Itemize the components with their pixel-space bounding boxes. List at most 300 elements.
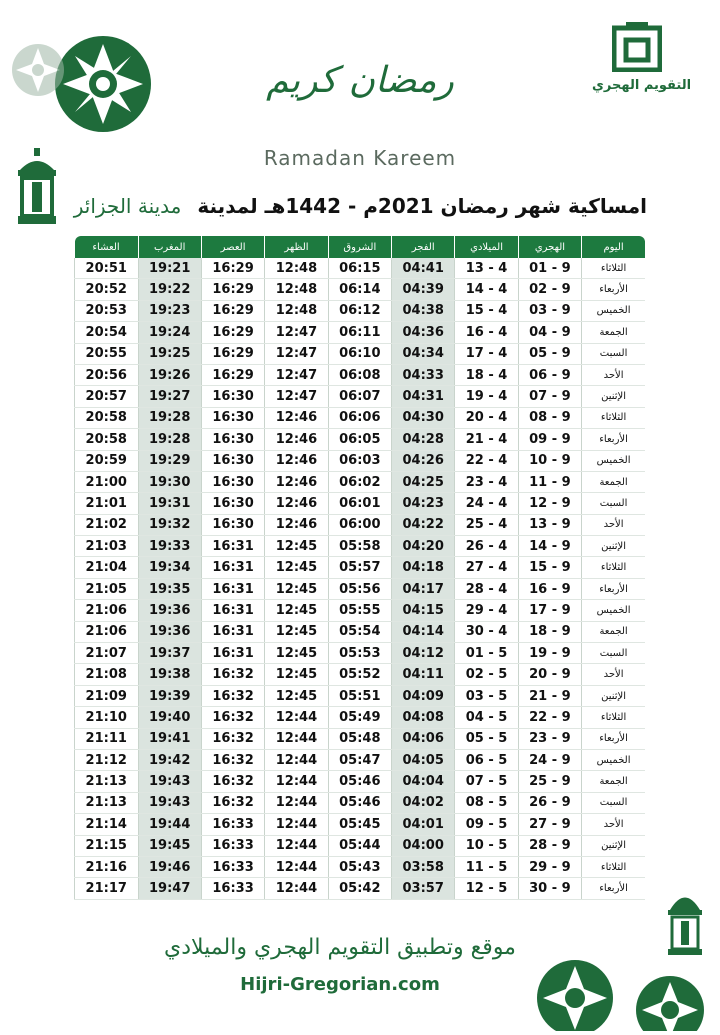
cell-fajr: 04:22 — [392, 514, 455, 535]
cell-day: الأحد — [582, 664, 645, 685]
cell-sunrise: 05:44 — [328, 835, 391, 856]
cell-isha: 21:15 — [75, 835, 139, 856]
cell-gregorian: 07 - 5 — [455, 771, 518, 792]
cell-fajr: 04:20 — [392, 536, 455, 557]
cell-fajr: 03:57 — [392, 878, 455, 899]
cell-gregorian: 22 - 4 — [455, 450, 518, 471]
cell-gregorian: 21 - 4 — [455, 429, 518, 450]
cell-maghrib: 19:23 — [138, 300, 201, 321]
cell-hijri: 04 - 9 — [518, 322, 581, 343]
table-row — [75, 471, 646, 492]
cell-isha: 21:07 — [75, 643, 139, 664]
table-row — [75, 322, 646, 343]
cell-day: الجمعة — [582, 771, 645, 792]
cell-maghrib: 19:47 — [138, 878, 201, 899]
cell-isha: 21:03 — [75, 536, 139, 557]
cell-isha: 20:58 — [75, 429, 139, 450]
cell-fajr: 04:17 — [392, 578, 455, 599]
cell-day: الإثنين — [582, 835, 645, 856]
footer-text: موقع وتطبيق التقويم الهجري والميلادي — [164, 935, 516, 960]
cell-asr: 16:32 — [201, 664, 264, 685]
cell-dhuhr: 12:47 — [265, 364, 328, 385]
website-link[interactable]: Hijri-Gregorian.com — [240, 974, 440, 995]
lantern-icon — [14, 148, 60, 232]
cell-hijri: 05 - 9 — [518, 343, 581, 364]
cell-hijri: 18 - 9 — [518, 621, 581, 642]
cell-gregorian: 15 - 4 — [455, 300, 518, 321]
column-header-maghrib: المغرب — [138, 236, 201, 258]
cell-maghrib: 19:30 — [138, 471, 201, 492]
cell-isha: 20:53 — [75, 300, 139, 321]
cell-dhuhr: 12:44 — [265, 835, 328, 856]
cell-day: الجمعة — [582, 471, 645, 492]
cell-day: الإثنين — [582, 386, 645, 407]
brand-logo — [592, 22, 692, 93]
cell-dhuhr: 12:45 — [265, 600, 328, 621]
cell-day: الثلاثاء — [582, 856, 645, 877]
cell-hijri: 11 - 9 — [518, 471, 581, 492]
table-row — [75, 514, 646, 535]
cell-dhuhr: 12:44 — [265, 728, 328, 749]
cell-asr: 16:31 — [201, 621, 264, 642]
cell-hijri: 13 - 9 — [518, 514, 581, 535]
cell-asr: 16:30 — [201, 471, 264, 492]
cell-isha: 21:05 — [75, 578, 139, 599]
cell-asr: 16:31 — [201, 557, 264, 578]
cell-gregorian: 06 - 5 — [455, 749, 518, 770]
cell-isha: 21:14 — [75, 814, 139, 835]
cell-sunrise: 05:52 — [328, 664, 391, 685]
cell-sunrise: 05:46 — [328, 792, 391, 813]
table-row — [75, 557, 646, 578]
cell-day: الجمعة — [582, 322, 645, 343]
cell-day: الأربعاء — [582, 878, 645, 899]
cell-maghrib: 19:21 — [138, 258, 201, 279]
cell-isha: 20:57 — [75, 386, 139, 407]
cell-asr: 16:29 — [201, 343, 264, 364]
table-row — [75, 835, 646, 856]
cell-dhuhr: 12:46 — [265, 429, 328, 450]
cell-hijri: 08 - 9 — [518, 407, 581, 428]
cell-dhuhr: 12:47 — [265, 386, 328, 407]
cell-dhuhr: 12:45 — [265, 536, 328, 557]
cell-dhuhr: 12:44 — [265, 707, 328, 728]
table-row — [75, 728, 646, 749]
cell-hijri: 29 - 9 — [518, 856, 581, 877]
cell-fajr: 04:39 — [392, 279, 455, 300]
cell-asr: 16:32 — [201, 728, 264, 749]
cell-sunrise: 05:58 — [328, 536, 391, 557]
cell-fajr: 03:58 — [392, 856, 455, 877]
cell-isha: 21:04 — [75, 557, 139, 578]
cell-isha: 21:12 — [75, 749, 139, 770]
ramadan-kareem-subtitle: Ramadan Kareem — [263, 146, 457, 170]
table-row — [75, 429, 646, 450]
cell-maghrib: 19:25 — [138, 343, 201, 364]
cell-day: الخميس — [582, 300, 645, 321]
cell-fajr: 04:09 — [392, 685, 455, 706]
cell-dhuhr: 12:46 — [265, 450, 328, 471]
cell-isha: 21:13 — [75, 771, 139, 792]
cell-maghrib: 19:39 — [138, 685, 201, 706]
cell-isha: 20:58 — [75, 407, 139, 428]
cell-hijri: 09 - 9 — [518, 429, 581, 450]
cell-isha: 20:52 — [75, 279, 139, 300]
cell-sunrise: 06:14 — [328, 279, 391, 300]
cell-gregorian: 11 - 5 — [455, 856, 518, 877]
table-row — [75, 643, 646, 664]
cell-fajr: 04:33 — [392, 364, 455, 385]
cell-maghrib: 19:26 — [138, 364, 201, 385]
table-header — [75, 236, 646, 258]
cell-dhuhr: 12:48 — [265, 300, 328, 321]
cell-fajr: 04:23 — [392, 493, 455, 514]
cell-day: الإثنين — [582, 685, 645, 706]
cell-day: السبت — [582, 343, 645, 364]
cell-sunrise: 06:00 — [328, 514, 391, 535]
cell-maghrib: 19:28 — [138, 429, 201, 450]
cell-day: الأربعاء — [582, 728, 645, 749]
cell-sunrise: 05:48 — [328, 728, 391, 749]
cell-sunrise: 06:01 — [328, 493, 391, 514]
cell-dhuhr: 12:44 — [265, 856, 328, 877]
cell-fajr: 04:12 — [392, 643, 455, 664]
cell-asr: 16:32 — [201, 685, 264, 706]
cell-isha: 21:13 — [75, 792, 139, 813]
cell-fajr: 04:04 — [392, 771, 455, 792]
cell-dhuhr: 12:45 — [265, 557, 328, 578]
cell-sunrise: 05:56 — [328, 578, 391, 599]
cell-hijri: 07 - 9 — [518, 386, 581, 407]
cell-fajr: 04:01 — [392, 814, 455, 835]
table-row — [75, 792, 646, 813]
cell-gregorian: 03 - 5 — [455, 685, 518, 706]
cell-asr: 16:30 — [201, 514, 264, 535]
cell-asr: 16:29 — [201, 322, 264, 343]
cell-asr: 16:30 — [201, 386, 264, 407]
heading-main: امساكية شهر رمضان 2021م - 1442هـ لمدينة — [197, 194, 647, 218]
table-row — [75, 856, 646, 877]
cell-gregorian: 19 - 4 — [455, 386, 518, 407]
cell-hijri: 22 - 9 — [518, 707, 581, 728]
cell-dhuhr: 12:45 — [265, 664, 328, 685]
cell-fajr: 04:41 — [392, 258, 455, 279]
cell-gregorian: 12 - 5 — [455, 878, 518, 899]
cell-dhuhr: 12:48 — [265, 279, 328, 300]
cell-gregorian: 29 - 4 — [455, 600, 518, 621]
cell-gregorian: 26 - 4 — [455, 536, 518, 557]
cell-dhuhr: 12:45 — [265, 643, 328, 664]
cell-hijri: 25 - 9 — [518, 771, 581, 792]
cell-isha: 20:54 — [75, 322, 139, 343]
cell-gregorian: 23 - 4 — [455, 471, 518, 492]
table-row — [75, 279, 646, 300]
cell-asr: 16:30 — [201, 429, 264, 450]
cell-sunrise: 06:15 — [328, 258, 391, 279]
cell-fajr: 04:25 — [392, 471, 455, 492]
cell-fajr: 04:38 — [392, 300, 455, 321]
table-row — [75, 814, 646, 835]
cell-sunrise: 06:12 — [328, 300, 391, 321]
cell-maghrib: 19:29 — [138, 450, 201, 471]
logo-mark-icon — [612, 22, 662, 72]
cell-gregorian: 27 - 4 — [455, 557, 518, 578]
cell-isha: 21:17 — [75, 878, 139, 899]
logo-text: التقويم الهجري — [592, 78, 692, 93]
cell-maghrib: 19:38 — [138, 664, 201, 685]
table-row — [75, 343, 646, 364]
cell-fajr: 04:30 — [392, 407, 455, 428]
table-row — [75, 749, 646, 770]
cell-maghrib: 19:31 — [138, 493, 201, 514]
cell-day: الأحد — [582, 364, 645, 385]
cell-day: الخميس — [582, 749, 645, 770]
cell-day: الخميس — [582, 450, 645, 471]
cell-gregorian: 01 - 5 — [455, 643, 518, 664]
cell-maghrib: 19:27 — [138, 386, 201, 407]
cell-dhuhr: 12:44 — [265, 792, 328, 813]
cell-isha: 21:08 — [75, 664, 139, 685]
cell-hijri: 20 - 9 — [518, 664, 581, 685]
cell-day: الإثنين — [582, 536, 645, 557]
cell-fajr: 04:11 — [392, 664, 455, 685]
cell-maghrib: 19:43 — [138, 771, 201, 792]
cell-gregorian: 08 - 5 — [455, 792, 518, 813]
cell-sunrise: 05:45 — [328, 814, 391, 835]
cell-isha: 20:56 — [75, 364, 139, 385]
table-row — [75, 386, 646, 407]
table-row — [75, 771, 646, 792]
cell-asr: 16:33 — [201, 856, 264, 877]
cell-sunrise: 06:10 — [328, 343, 391, 364]
cell-gregorian: 04 - 5 — [455, 707, 518, 728]
cell-isha: 21:06 — [75, 600, 139, 621]
cell-fajr: 04:36 — [392, 322, 455, 343]
cell-fajr: 04:28 — [392, 429, 455, 450]
table-row — [75, 621, 646, 642]
cell-asr: 16:30 — [201, 450, 264, 471]
cell-fajr: 04:02 — [392, 792, 455, 813]
cell-asr: 16:33 — [201, 878, 264, 899]
cell-sunrise: 05:53 — [328, 643, 391, 664]
cell-gregorian: 09 - 5 — [455, 814, 518, 835]
cell-day: الأحد — [582, 814, 645, 835]
cell-asr: 16:31 — [201, 578, 264, 599]
cell-hijri: 16 - 9 — [518, 578, 581, 599]
cell-maghrib: 19:22 — [138, 279, 201, 300]
cell-sunrise: 05:51 — [328, 685, 391, 706]
cell-dhuhr: 12:44 — [265, 749, 328, 770]
cell-maghrib: 19:28 — [138, 407, 201, 428]
cell-maghrib: 19:37 — [138, 643, 201, 664]
cell-maghrib: 19:46 — [138, 856, 201, 877]
cell-hijri: 02 - 9 — [518, 279, 581, 300]
table-body — [75, 258, 646, 899]
table-row — [75, 707, 646, 728]
cell-hijri: 14 - 9 — [518, 536, 581, 557]
cell-hijri: 26 - 9 — [518, 792, 581, 813]
cell-asr: 16:32 — [201, 749, 264, 770]
cell-gregorian: 05 - 5 — [455, 728, 518, 749]
cell-asr: 16:32 — [201, 771, 264, 792]
cell-sunrise: 06:02 — [328, 471, 391, 492]
cell-sunrise: 05:42 — [328, 878, 391, 899]
cell-isha: 21:11 — [75, 728, 139, 749]
cell-gregorian: 02 - 5 — [455, 664, 518, 685]
cell-gregorian: 20 - 4 — [455, 407, 518, 428]
cell-hijri: 10 - 9 — [518, 450, 581, 471]
cell-dhuhr: 12:47 — [265, 343, 328, 364]
cell-maghrib: 19:42 — [138, 749, 201, 770]
cell-sunrise: 06:08 — [328, 364, 391, 385]
cell-gregorian: 30 - 4 — [455, 621, 518, 642]
cell-sunrise: 06:05 — [328, 429, 391, 450]
cell-dhuhr: 12:46 — [265, 493, 328, 514]
cell-day: الخميس — [582, 600, 645, 621]
cell-gregorian: 17 - 4 — [455, 343, 518, 364]
table-row — [75, 685, 646, 706]
cell-hijri: 27 - 9 — [518, 814, 581, 835]
cell-isha: 21:10 — [75, 707, 139, 728]
table-row — [75, 300, 646, 321]
cell-sunrise: 06:07 — [328, 386, 391, 407]
cell-hijri: 03 - 9 — [518, 300, 581, 321]
cell-gregorian: 24 - 4 — [455, 493, 518, 514]
cell-isha: 21:01 — [75, 493, 139, 514]
table-row — [75, 258, 646, 279]
cell-fajr: 04:18 — [392, 557, 455, 578]
table-row — [75, 364, 646, 385]
cell-hijri: 28 - 9 — [518, 835, 581, 856]
column-header-asr: العصر — [201, 236, 264, 258]
bottom-ornament-icon — [530, 880, 720, 1035]
cell-dhuhr: 12:44 — [265, 771, 328, 792]
cell-day: السبت — [582, 493, 645, 514]
cell-fajr: 04:14 — [392, 621, 455, 642]
cell-hijri: 23 - 9 — [518, 728, 581, 749]
cell-asr: 16:29 — [201, 279, 264, 300]
page-heading — [62, 194, 647, 218]
cell-sunrise: 05:49 — [328, 707, 391, 728]
cell-maghrib: 19:36 — [138, 621, 201, 642]
cell-dhuhr: 12:46 — [265, 407, 328, 428]
cell-maghrib: 19:45 — [138, 835, 201, 856]
cell-isha: 21:06 — [75, 621, 139, 642]
cell-asr: 16:29 — [201, 364, 264, 385]
cell-asr: 16:30 — [201, 407, 264, 428]
cell-maghrib: 19:43 — [138, 792, 201, 813]
cell-dhuhr: 12:45 — [265, 685, 328, 706]
column-header-gregorian: الميلادي — [455, 236, 518, 258]
column-header-dhuhr: الظهر — [265, 236, 328, 258]
cell-day: الثلاثاء — [582, 407, 645, 428]
cell-maghrib: 19:40 — [138, 707, 201, 728]
cell-isha: 21:00 — [75, 471, 139, 492]
cell-fajr: 04:34 — [392, 343, 455, 364]
cell-sunrise: 06:11 — [328, 322, 391, 343]
cell-asr: 16:33 — [201, 814, 264, 835]
cell-day: الأربعاء — [582, 279, 645, 300]
cell-asr: 16:32 — [201, 792, 264, 813]
cell-dhuhr: 12:46 — [265, 471, 328, 492]
cell-sunrise: 06:03 — [328, 450, 391, 471]
cell-day: السبت — [582, 792, 645, 813]
cell-fajr: 04:05 — [392, 749, 455, 770]
cell-day: الثلاثاء — [582, 557, 645, 578]
column-header-isha: العشاء — [75, 236, 139, 258]
cell-isha: 20:59 — [75, 450, 139, 471]
cell-maghrib: 19:35 — [138, 578, 201, 599]
cell-isha: 21:09 — [75, 685, 139, 706]
cell-dhuhr: 12:44 — [265, 878, 328, 899]
cell-maghrib: 19:41 — [138, 728, 201, 749]
cell-asr: 16:31 — [201, 643, 264, 664]
cell-hijri: 12 - 9 — [518, 493, 581, 514]
cell-maghrib: 19:34 — [138, 557, 201, 578]
cell-fajr: 04:31 — [392, 386, 455, 407]
cell-maghrib: 19:32 — [138, 514, 201, 535]
cell-asr: 16:30 — [201, 493, 264, 514]
cell-asr: 16:29 — [201, 258, 264, 279]
cell-day: السبت — [582, 643, 645, 664]
cell-maghrib: 19:36 — [138, 600, 201, 621]
cell-hijri: 17 - 9 — [518, 600, 581, 621]
cell-isha: 20:51 — [75, 258, 139, 279]
cell-dhuhr: 12:48 — [265, 258, 328, 279]
cell-fajr: 04:26 — [392, 450, 455, 471]
cell-sunrise: 06:06 — [328, 407, 391, 428]
table-row — [75, 600, 646, 621]
column-header-day: اليوم — [582, 236, 645, 258]
cell-gregorian: 18 - 4 — [455, 364, 518, 385]
cell-asr: 16:29 — [201, 300, 264, 321]
geometric-ornament-icon — [8, 22, 158, 146]
cell-isha: 21:02 — [75, 514, 139, 535]
cell-asr: 16:32 — [201, 707, 264, 728]
cell-sunrise: 05:47 — [328, 749, 391, 770]
cell-gregorian: 13 - 4 — [455, 258, 518, 279]
column-header-sunrise: الشروق — [328, 236, 391, 258]
cell-fajr: 04:06 — [392, 728, 455, 749]
heading-city: مدينة الجزائر — [73, 194, 182, 218]
cell-fajr: 04:08 — [392, 707, 455, 728]
column-header-fajr: الفجر — [392, 236, 455, 258]
table-row — [75, 450, 646, 471]
table-row — [75, 407, 646, 428]
cell-hijri: 24 - 9 — [518, 749, 581, 770]
cell-dhuhr: 12:44 — [265, 814, 328, 835]
imsakia-table — [74, 236, 645, 900]
cell-day: الأربعاء — [582, 429, 645, 450]
cell-dhuhr: 12:45 — [265, 621, 328, 642]
cell-asr: 16:33 — [201, 835, 264, 856]
cell-gregorian: 28 - 4 — [455, 578, 518, 599]
cell-hijri: 21 - 9 — [518, 685, 581, 706]
ramadan-kareem-calligraphy: رمضان كريم — [266, 60, 454, 101]
cell-maghrib: 19:24 — [138, 322, 201, 343]
cell-maghrib: 19:44 — [138, 814, 201, 835]
cell-isha: 21:16 — [75, 856, 139, 877]
cell-sunrise: 05:54 — [328, 621, 391, 642]
table-row — [75, 493, 646, 514]
cell-isha: 20:55 — [75, 343, 139, 364]
table-row — [75, 664, 646, 685]
cell-gregorian: 16 - 4 — [455, 322, 518, 343]
cell-dhuhr: 12:45 — [265, 578, 328, 599]
cell-sunrise: 05:57 — [328, 557, 391, 578]
cell-hijri: 19 - 9 — [518, 643, 581, 664]
cell-hijri: 06 - 9 — [518, 364, 581, 385]
